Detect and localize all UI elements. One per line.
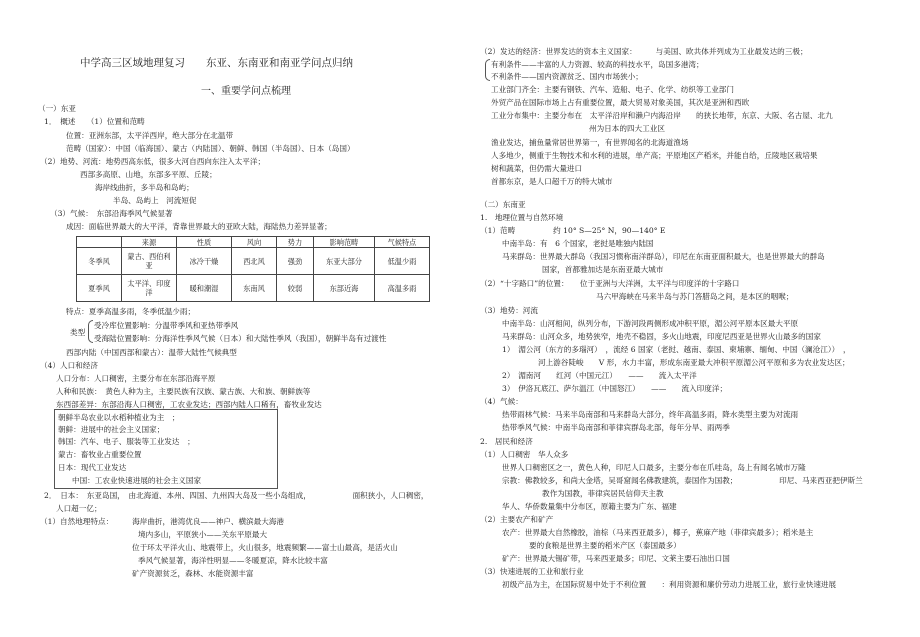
text-line: 矿产：世界最大锡矿带，马来西亚最多；印尼、文莱主要石油出口国 [502, 554, 730, 563]
text-line: 马六甲海峡在马来半岛与苏门答腊岛之间，是本区的咽喉； [596, 292, 794, 301]
text-line: 1. 地理位置与自然环境 [480, 213, 564, 222]
table-header: 性质 [177, 237, 232, 248]
text-line: 中国：工农业快速进展的社会主义国家 [72, 476, 202, 485]
bracket [485, 59, 490, 81]
text-line: 人种和民族： 黄色人种为主，主要民族有汉族、蒙古族、大和族、朝鲜族等 [56, 387, 311, 396]
text-line: （2）发达的经济：世界发达的资本主义国家： 与美国、欧共体并列成为工业最发达的三极； [480, 47, 808, 56]
table-header: 势力 [277, 237, 314, 248]
text-line: 人多地少，侧重于生物技术和水利的进展，单产高；平原地区产稻米，并能自给，丘陵地区栽培果 [491, 151, 818, 160]
text-line: 1． 概述 （1）位置和范畴 [44, 117, 145, 126]
text-line: 东西部差异：东部沿海人口稠密，工农业发达；西部内陆人口稀有，畜牧业发达 [56, 400, 322, 409]
text-line: 宗教：佛教较多，和尚大金塔，吴哥窟闻名佛教建筑，泰国作为国教； 印尼、马来西亚把伊斯兰 [502, 476, 863, 485]
text-line: 2. 居民和经济 [480, 437, 533, 446]
text-line: 境内多山，平原狭小——关东平原最大 [138, 530, 268, 539]
text-line: 3） 伊洛瓦底江、萨尔温江（中国怒江） —— 流入印度洋； [502, 384, 728, 393]
table-header: 风向 [232, 237, 277, 248]
text-line: 不利条件——国内资源贫乏、国内市场狭小； [491, 72, 643, 81]
table-cell: 夏季风 [77, 275, 122, 302]
text-line: 西部内陆（中国西部和蒙古）：温带大陆性气候典型 [66, 348, 237, 357]
table-cell: 强劲 [277, 248, 314, 275]
text-line: 海岸线曲折，多半岛和岛屿； [95, 183, 194, 192]
text-line: 范畴（国家）：中国（临海国）、蒙古（内陆国）、朝鲜、韩国（半岛国）、日本（岛国） [66, 144, 355, 153]
text-line: （3）气候： 东部沿海季风气候显著 [50, 209, 173, 218]
page-title: 中学高三区域地理复习 东亚、东南亚和南亚学问点归纳 [80, 57, 353, 69]
text-line: 特点：夏季高温多雨，冬季低温少雨； [66, 307, 196, 316]
table-cell: 太平洋、印度洋 [122, 275, 177, 302]
text-line: 半岛、岛屿上 河流短促 [113, 196, 197, 205]
text-line: 国家，首都雅加达是东南亚最大城市 [542, 265, 664, 274]
text-line: 华人、华侨数量集中分布区，原籍主要为广东、福建 [502, 502, 677, 511]
text-line: 蒙古：畜牧业占重要位置 [58, 450, 142, 459]
text-line: 热带季风气候：中南半岛南部和菲律宾群岛北部，每年分旱、雨两季 [502, 423, 730, 432]
text-line: 有利条件——丰富的人力资源、较高的科技水平，岛国多港湾； [491, 60, 704, 69]
text-line: （2）地势、河流：地势西高东低，很多大河自西向东注入太平洋； [40, 157, 266, 166]
table-cell: 西北风 [232, 248, 277, 275]
text-line: 热带雨林气候：马来半岛南部和马来群岛大部分，终年高温多雨，降水类型主要为对流雨 [502, 410, 799, 419]
text-line: 世界人口稠密区之一，黄色人种，印尼人口最多，主要分布在爪哇岛，岛上有闻名城市万隆 [502, 463, 806, 472]
text-line: （4）人口和经济 [40, 361, 98, 370]
table-header: 影响范畴 [314, 237, 375, 248]
table-cell: 东部近海 [314, 275, 375, 302]
table-cell: 暖和潮湿 [177, 275, 232, 302]
table-cell: 较弱 [277, 275, 314, 302]
text-line: 树和蔬菜，但仍需大量进口 [491, 164, 583, 173]
text-line: 西部多高原、山地，东部多平原、丘陵； [80, 170, 217, 179]
text-line: 人口分布：人口稠密，主要分布在东部沿海平原 [56, 374, 216, 383]
section-heading: 一、重要学问点梳理 [201, 86, 291, 97]
table-row [77, 248, 430, 275]
table-cell: 高温多雨 [375, 275, 430, 302]
text-line: 矿产资源贫乏，森林、水能资源丰富 [132, 569, 254, 578]
text-line: 外贸产品在国际市场上占有重要位置，最大贸易对象美国，其次是亚洲和西欧 [491, 98, 750, 107]
text-line: 初级产品为主，在国际贸易中处于不利位置 ：利用资源和廉价劳动力进展工业，旅行业快速进展 [502, 580, 837, 589]
section-southeast-asia: （二）东南亚 [480, 200, 526, 209]
text-line: （2）“十字路口”的位置： 位于亚洲与大洋洲，太平洋与印度洋的十字路口 [480, 279, 740, 288]
table-cell: 冰冷干燥 [177, 248, 232, 275]
text-line: 位置：亚洲东部，太平洋西岸，绝大部分在北温带 [66, 131, 234, 140]
text-line: 州为日本的四大工业区 [589, 124, 665, 133]
text-line: 工业分布集中：主要分布在 太平洋沿岸和濑户内海沿岸 的狭长地带，东京、大阪、名古屋、北九 [491, 111, 833, 120]
text-line: 受海陆位置影响：分海洋性季风气候（日本）和大陆性季风（我国），朝鲜半岛有过渡性 [94, 334, 387, 343]
text-line: 2） 湄南河 红河（中国元江） —— 流入太平洋 [502, 371, 697, 380]
text-line: （1）人口稠密 华人众多 [480, 450, 569, 459]
text-line: 1） 湄公河（东方的多瑙河） ，流经 6 国家（老挝、越南、泰国、柬埔寨、缅甸、中国（澜沧江）） ， [502, 345, 851, 354]
text-line: 首都东京，是人口超千万的特大城市 [491, 177, 613, 186]
table-row [77, 275, 430, 302]
section-east-asia: （一）东亚 [38, 104, 76, 113]
text-line: 教作为国教，菲律宾居民信仰天主教 [542, 489, 664, 498]
text-line: 中南半岛：有 6 个国家，老挝是唯独内陆国 [502, 239, 654, 248]
table-cell: 低温少雨 [375, 248, 430, 275]
text-line: 类型 [70, 328, 86, 337]
text-line: 人口超一亿； [56, 504, 102, 513]
text-line: 朝鲜半岛农业以水稻种植业为主 ； [58, 413, 180, 422]
table-cell: 东南风 [232, 275, 277, 302]
table-cell: 东亚大部分 [314, 248, 375, 275]
text-line: （4）气候： [480, 397, 523, 406]
text-line: 朝鲜：进展中的社会主义国家； [58, 425, 165, 434]
text-line: 季风气候显著，海洋性明显——冬暖夏凉，降水比较丰富 [138, 556, 328, 565]
text-line: （1）范畴 约 10° S—25° N，90—140° E [480, 226, 666, 235]
text-line: 工业部门齐全：主要有钢铁、汽车、造船、电子、化学、纺织等工业部门 [491, 85, 734, 94]
table-header: 气候特点 [375, 237, 430, 248]
table-cell: 蒙古、西伯利亚 [122, 248, 177, 275]
text-line: 农产：世界最大自然橡胶，油棕（马来西亚最多），椰子，蕉麻产地（菲律宾最多）；稻米是主 [502, 528, 814, 537]
text-line: 河上游谷陡峻 V 形，水力丰富，形成东南亚最大冲积平原湄公河平原和多为农业发达区； [538, 358, 850, 367]
table-header-row [77, 237, 430, 248]
text-line: （3）地势：河流 [480, 306, 538, 315]
table-cell [77, 237, 122, 248]
table-header: 来源 [122, 237, 177, 248]
text-line: 要的食粮是世界主要的稻米产区（泰国最多） [529, 541, 681, 550]
monsoon-table [76, 236, 430, 302]
text-line: （1）自然地理特点： 海岸曲折，港湾优良——神户、横滨最大海港 [40, 517, 285, 526]
text-line: 马来群岛：世界最大群岛（我国习惯称南洋群岛），印尼在东南亚面积最大，也是世界最大的群岛 [502, 252, 825, 261]
text-line: 韩国：汽车、电子、服装等工业发达 ； [58, 437, 195, 446]
text-line: 受冷库位置影响：分温带季风和亚热带季风 [94, 321, 239, 330]
text-line: 马来群岛：山河众多，地势狭窄，地壳不稳固，多火山地震，印度尼西亚是世界火山最多的国家 [502, 332, 821, 341]
bracket [88, 320, 93, 343]
text-line: 渔业发达，捕鱼量常居世界第一，有世界闻名的北海道渔场 [491, 138, 689, 147]
text-line: 位于环太平洋火山、地震带上，火山很多，地震频繁——富士山最高，是活火山 [132, 543, 398, 552]
text-line: 中南半岛：山河相间，纵列分布，下游河段两侧形成冲积平原，湄公河平原本区最大平原 [502, 319, 799, 328]
text-line: 日本：现代工业发达 [58, 463, 127, 472]
text-line: 成因：面临世界最大的大平洋，背靠世界最大的亚欧大陆，海陆热力差异显著； [66, 222, 332, 231]
text-line: （2）主要农产和矿产 [480, 515, 554, 524]
table-cell: 冬季风 [77, 248, 122, 275]
text-line: 2． 日本： 东亚岛国， 由北海道、本州、四国、九州四大岛及一些小岛组成， 面积狭小，人口稠密， [44, 491, 429, 500]
text-line: （3）快速进展的工业和旅行业 [480, 567, 584, 576]
